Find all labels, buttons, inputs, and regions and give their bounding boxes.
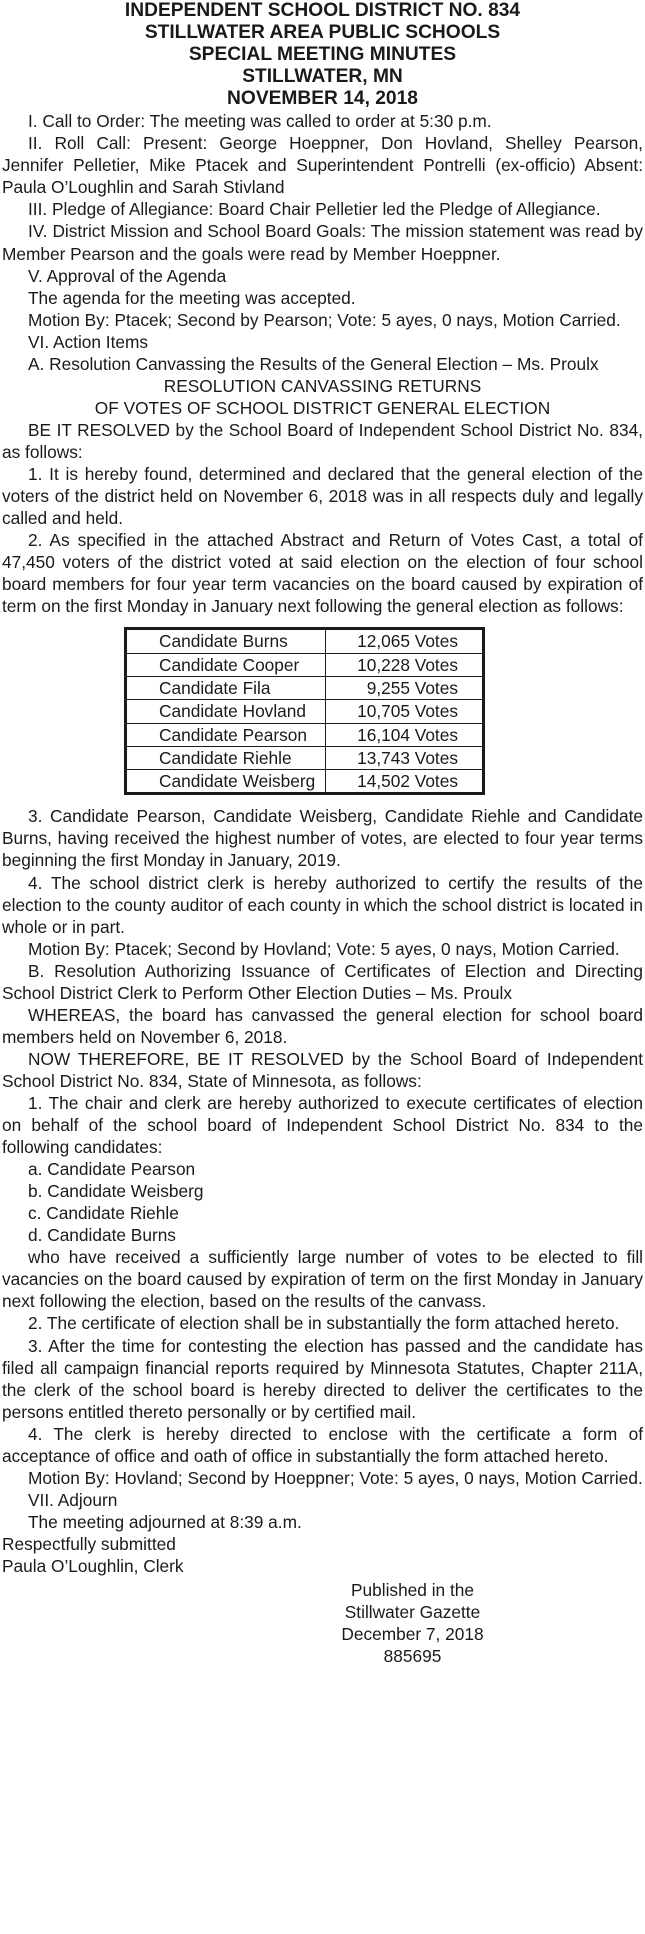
candidate-votes: 13,743 Votes xyxy=(326,746,484,769)
vote-table xyxy=(124,627,485,795)
vote-row xyxy=(126,676,484,699)
certificate-item-3: 3. After the time for contesting the election has passed and the candidate has filed all campaign financial reports required by Minnesota Statutes, Chapter 211A, the clerk of the school board is hereby directed to deliver the certificates to the persons entitled thereto personally or by certified mail. xyxy=(2,1335,643,1422)
call-to-order: I. Call to Order: The meeting was called to order at 5:30 p.m. xyxy=(28,111,492,132)
vote-row xyxy=(126,746,484,769)
candidate-list-a: a. Candidate Pearson xyxy=(28,1159,196,1180)
clerk-signature: Paula O’Loughlin, Clerk xyxy=(2,1555,184,1576)
mission-goals: IV. District Mission and School Board Goals: The mission statement was read by Member Pearson and the goals were read by Member Hoeppner. xyxy=(2,221,643,264)
notice-header xyxy=(2,0,643,110)
candidate-list-c: c. Candidate Riehle xyxy=(28,1203,179,1224)
resolution-title-2: OF VOTES OF SCHOOL DISTRICT GENERAL ELECTION xyxy=(94,397,551,418)
certificate-item-1: 1. The chair and clerk are hereby authorized to execute certificates of election on behalf of the school board of Independent School District No. 834 to the following candidates: xyxy=(2,1093,643,1158)
header-district: INDEPENDENT SCHOOL DISTRICT NO. 834 xyxy=(124,0,521,21)
action-items-heading: VI. Action Items xyxy=(28,331,149,352)
candidate-votes: 10,228 Votes xyxy=(326,653,484,676)
respectfully-submitted: Respectfully submitted xyxy=(2,1533,176,1554)
header-meeting: SPECIAL MEETING MINUTES xyxy=(188,44,457,66)
candidate-name: Candidate Riehle xyxy=(126,746,326,769)
candidate-list-d: d. Candidate Burns xyxy=(28,1225,176,1246)
vote-row xyxy=(126,700,484,723)
resolution-item-3: 3. Candidate Pearson, Candidate Weisberg, Candidate Riehle and Candidate Burns, having received the highest number of votes, are elected to four year terms beginning the first Monday in January, 2019. xyxy=(2,806,643,871)
vote-row xyxy=(126,653,484,676)
adjourn-heading: VII. Adjourn xyxy=(28,1489,118,1510)
roll-call: II. Roll Call: Present: George Hoeppner, Don Hovland, Shelley Pearson, Jennifer Pelletier, Mike Ptacek and Superintendent Pontrelli (ex-officio) Absent: Paula O’Loughlin and Sarah Stivland xyxy=(2,133,643,198)
vote-row xyxy=(126,629,484,653)
certificate-item-2: 2. The certificate of election shall be in substantially the form attached hereto. xyxy=(28,1313,620,1334)
candidate-name: Candidate Cooper xyxy=(126,653,326,676)
candidate-votes: 10,705 Votes xyxy=(326,700,484,723)
header-schools: STILLWATER AREA PUBLIC SCHOOLS xyxy=(144,22,501,44)
header-date: NOVEMBER 14, 2018 xyxy=(227,88,418,110)
publication-date: December 7, 2018 xyxy=(341,1624,484,1645)
header-location: STILLWATER, MN xyxy=(242,66,403,88)
publication-number: 885695 xyxy=(383,1646,442,1667)
motion-2: Motion By: Ptacek; Second by Hovland; Vote: 5 ayes, 0 nays, Motion Carried. xyxy=(28,938,620,959)
agenda-text: The agenda for the meeting was accepted. xyxy=(28,287,356,308)
candidate-name: Candidate Pearson xyxy=(126,723,326,746)
now-therefore-clause: NOW THEREFORE, BE IT RESOLVED by the School Board of Independent School District No. 834, State of Minnesota, as follows: xyxy=(2,1048,643,1091)
motion-3: Motion By: Hovland; Second by Hoeppner; Vote: 5 ayes, 0 nays, Motion Carried. xyxy=(28,1467,643,1488)
candidate-list-b: b. Candidate Weisberg xyxy=(28,1181,204,1202)
candidate-name: Candidate Weisberg xyxy=(126,770,326,794)
candidate-name: Candidate Hovland xyxy=(126,700,326,723)
candidate-votes: 14,502 Votes xyxy=(326,770,484,794)
pledge: III. Pledge of Allegiance: Board Chair Pelletier led the Pledge of Allegiance. xyxy=(28,199,601,220)
vote-row xyxy=(126,770,484,794)
candidate-votes: 16,104 Votes xyxy=(326,723,484,746)
whereas-clause: WHEREAS, the board has canvassed the general election for school board members held on November 6, 2018. xyxy=(2,1004,643,1047)
agenda-heading: V. Approval of the Agenda xyxy=(28,265,227,286)
candidate-votes: 12,065 Votes xyxy=(326,629,484,653)
vote-row xyxy=(126,723,484,746)
resolution-item-1: 1. It is hereby found, determined and declared that the general election of the voters of the district held on November 6, 2018 was in all respects duly and legally called and held. xyxy=(2,463,643,529)
publication-line-1: Published in the xyxy=(351,1580,474,1601)
elected-clause: who have received a sufficiently large number of votes to be elected to fill vacancies on the board caused by expiration of term on the first Monday in January next following the election, based on the results of the canvass. xyxy=(2,1247,643,1312)
adjourn-text: The meeting adjourned at 8:39 a.m. xyxy=(28,1511,302,1532)
resolution-title-1: RESOLUTION CANVASSING RETURNS xyxy=(163,375,482,396)
publication-newspaper: Stillwater Gazette xyxy=(344,1602,481,1623)
motion-1: Motion By: Ptacek; Second by Pearson; Vote: 5 ayes, 0 nays, Motion Carried. xyxy=(28,309,621,330)
candidate-votes: 9,255 Votes xyxy=(326,676,484,699)
publication-info xyxy=(182,1579,643,1667)
resolution-item-4: 4. The school district clerk is hereby authorized to certify the results of the election to the county auditor of each county in which the school district is located in whole or in part. xyxy=(2,872,643,937)
resolution-b-heading: B. Resolution Authorizing Issuance of Certificates of Election and Directing School District Clerk to Perform Other Election Duties – Ms. Proulx xyxy=(2,960,643,1003)
candidate-name: Candidate Burns xyxy=(126,629,326,653)
resolved-intro: BE IT RESOLVED by the School Board of Independent School District No. 834, as follows: xyxy=(2,419,643,462)
resolution-a-heading: A. Resolution Canvassing the Results of the General Election – Ms. Proulx xyxy=(28,353,599,374)
certificate-item-4: 4. The clerk is hereby directed to enclose with the certificate a form of acceptance of office and oath of office in substantially the form attached hereto. xyxy=(2,1423,643,1466)
resolution-item-2: 2. As specified in the attached Abstract and Return of Votes Cast, a total of 47,450 voters of the district voted at said election on the election of four school board members for four year term vacancies on the board caused by expiration of term on the first Monday in January next following the general election as follows: xyxy=(2,530,643,617)
candidate-name: Candidate Fila xyxy=(126,676,326,699)
